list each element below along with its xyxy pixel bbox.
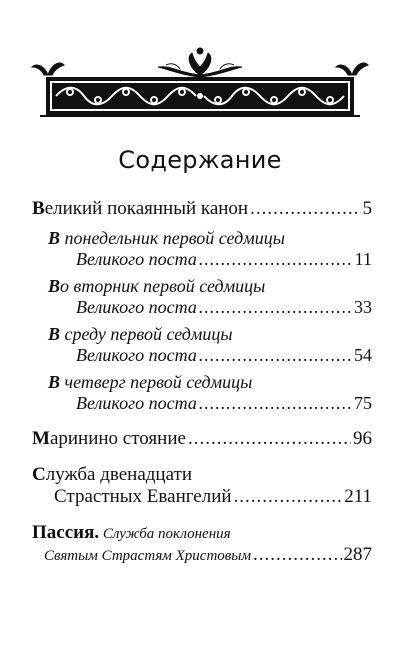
leader-dots	[250, 198, 360, 219]
page-number: 287	[343, 544, 372, 565]
page-number: 96	[353, 428, 372, 449]
toc-line: Маринино стояние ..... 96	[32, 428, 372, 450]
toc-line: Пассия. Служба поклонения	[32, 522, 231, 543]
page-title: Содержание	[118, 146, 282, 174]
toc-line: Святым Страстям Христовым ..... 287	[44, 544, 372, 566]
toc-item[interactable]	[32, 198, 372, 220]
toc-line: Великого поста ..... 54	[76, 345, 372, 366]
toc-item[interactable]	[32, 522, 372, 566]
toc-item[interactable]	[32, 324, 372, 366]
toc-line: Великий покаянный канон ..... 5	[32, 198, 372, 220]
floral-band-ornament-icon	[30, 45, 370, 120]
page-number: 211	[344, 486, 372, 507]
leader-dots	[253, 544, 341, 565]
page-number: 75	[354, 393, 372, 413]
toc-line: В понедельник первой седмицы	[48, 228, 285, 248]
toc-line: Страстных Евангелий ..... 211	[54, 486, 372, 508]
toc-line: Служба двенадцати	[32, 464, 193, 485]
toc-item[interactable]	[32, 464, 372, 508]
leader-dots	[188, 428, 351, 449]
toc-item[interactable]	[32, 276, 372, 318]
toc-item[interactable]	[32, 428, 372, 450]
toc-line: Во вторник первой седмицы	[48, 276, 266, 296]
leader-dots	[199, 297, 352, 317]
leader-dots	[199, 393, 352, 413]
page-number: 11	[354, 249, 372, 269]
toc-line: В среду первой седмицы	[48, 324, 233, 344]
leader-dots	[234, 486, 343, 507]
table-of-contents	[32, 198, 372, 566]
page-number: 33	[354, 297, 372, 317]
page-number: 5	[362, 198, 372, 219]
page-number: 54	[354, 345, 372, 365]
leader-dots	[199, 345, 352, 365]
toc-item[interactable]	[32, 228, 372, 270]
toc-line: В четверг первой седмицы	[48, 372, 253, 392]
toc-item[interactable]	[32, 372, 372, 414]
toc-line: Великого поста ..... 11	[76, 249, 372, 270]
leader-dots	[199, 249, 353, 269]
toc-line: Великого поста ..... 75	[76, 393, 372, 414]
toc-line: Великого поста ..... 33	[76, 297, 372, 318]
